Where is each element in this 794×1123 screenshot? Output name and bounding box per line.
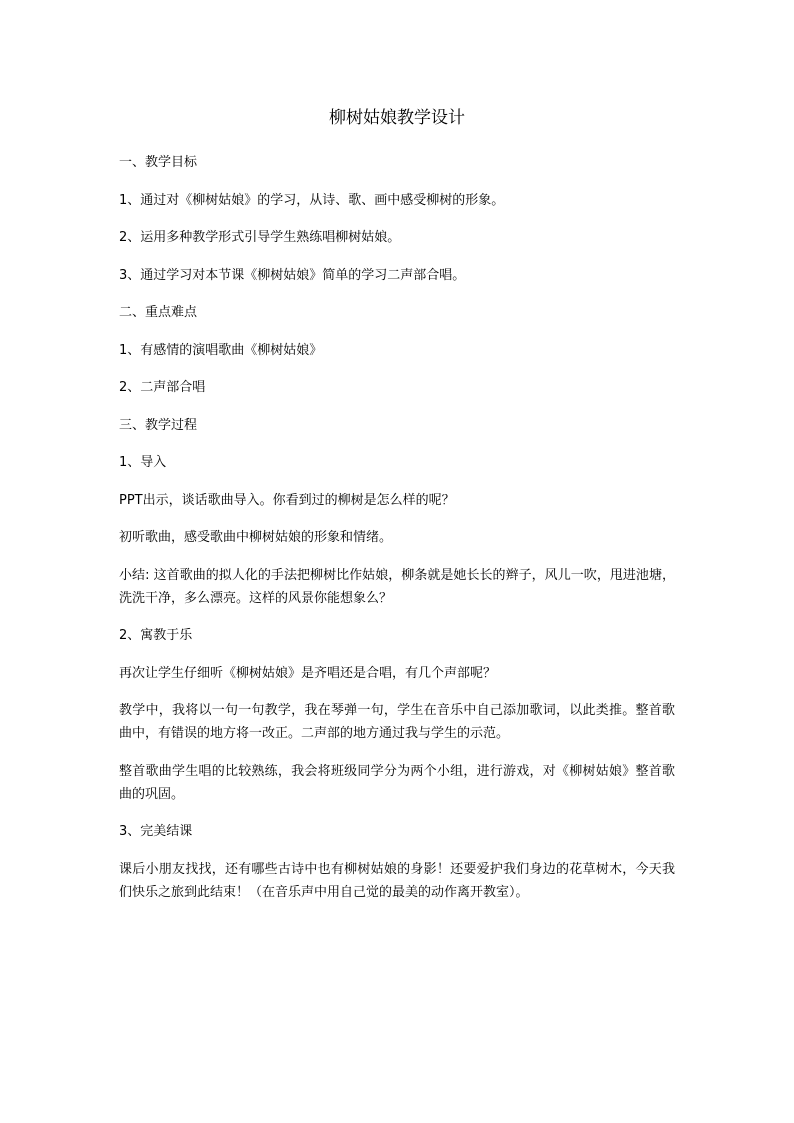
key-point-item-1: 1、有感情的演唱歌曲《柳树姑娘》 — [119, 342, 323, 358]
section-heading-key-points: 二、重点难点 — [119, 305, 198, 320]
process-paragraph: 教学中，我将以一句一句教学，我在琴弹一句，学生在音乐中自己添加歌词，以此类推。整首歌曲中，有错误的地方将一改正。二声部的地方通过我与学生的示范。 — [119, 703, 675, 741]
process-step-teaching: 2、寓教于乐 — [119, 628, 193, 643]
document-title: 柳树姑娘教学设计 — [329, 108, 465, 128]
process-paragraph: PPT出示，谈话歌曲导入。你看到过的柳树是怎么样的呢？ — [119, 492, 455, 508]
process-paragraph: 整首歌曲学生唱的比较熟练，我会将班级同学分为两个小组，进行游戏，对《柳树姑娘》整首歌曲的巩固。 — [119, 763, 675, 802]
section-heading-process: 三、教学过程 — [119, 417, 198, 433]
key-point-item-2: 2、二声部合唱 — [119, 380, 206, 395]
process-paragraph: 再次让学生仔细听《柳树姑娘》是齐唱还是合唱，有几个声部呢？ — [119, 665, 497, 681]
process-paragraph: 课后小朋友找找，还有哪些古诗中也有柳树姑娘的身影！还要爱护我们身边的花草树木，今天我们快乐之旅到此结束！（在音乐声中用自己觉的最美的动作离开教室）。 — [119, 861, 675, 900]
document-body — [119, 151, 675, 918]
section-heading-objectives: 一、教学目标 — [119, 155, 198, 170]
process-summary: 小结: 这首歌曲的拟人化的手法把柳树比作姑娘，柳条就是她长长的辫子，风儿一吹，甩进池塘，洗洗干净，多么漂亮。这样的风景你能想象么？ — [119, 567, 675, 606]
objective-item-3: 3、通过学习对本节课《柳树姑娘》简单的学习二声部合唱。 — [119, 267, 466, 283]
objective-item-1: 1、通过对《柳树姑娘》的学习，从诗、歌、画中感受柳树的形象。 — [119, 192, 505, 208]
objective-item-2: 2、运用多种教学形式引导学生熟练唱柳树姑娘。 — [119, 230, 401, 245]
process-step-conclusion: 3、完美结课 — [119, 824, 193, 839]
process-paragraph: 初听歌曲，感受歌曲中柳树姑娘的形象和情绪。 — [119, 530, 393, 545]
process-step-intro: 1、导入 — [119, 455, 167, 470]
